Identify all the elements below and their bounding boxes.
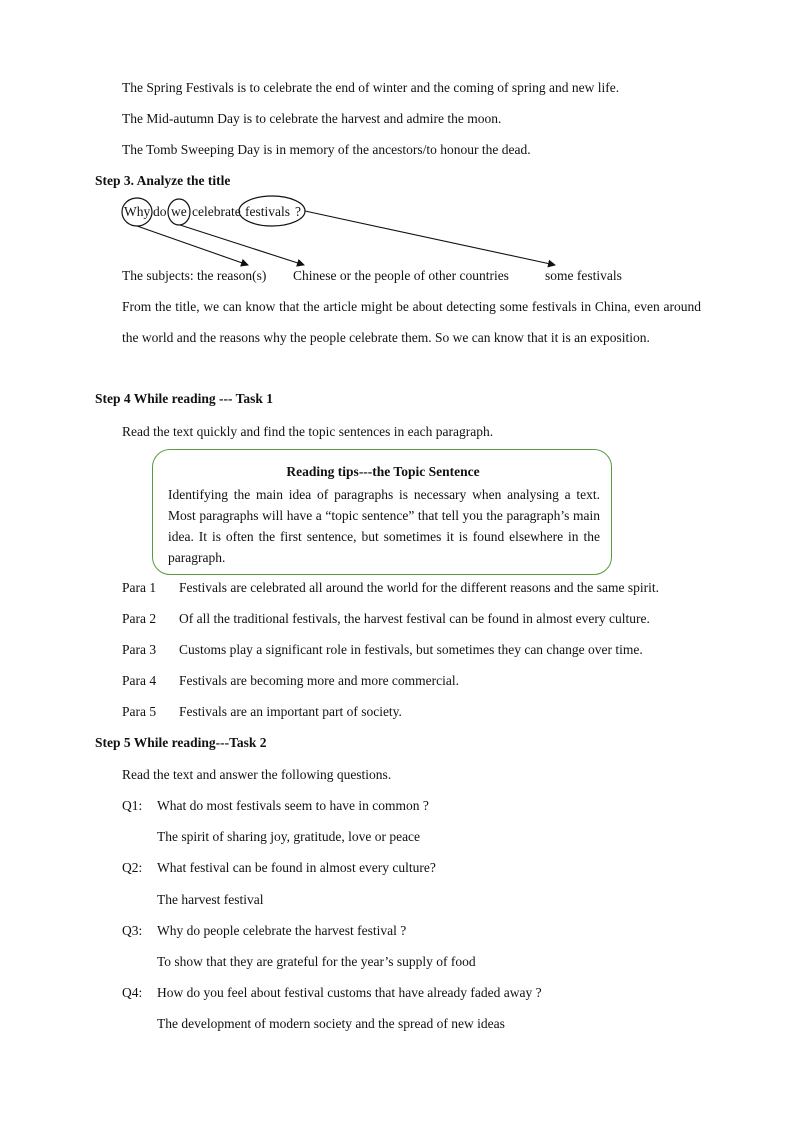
- title-word-do: do: [153, 204, 167, 219]
- circle-festivals: [239, 196, 305, 226]
- question-text: What do most festivals seem to have in common ?: [157, 798, 429, 813]
- subject-festivals: some festivals: [545, 268, 622, 283]
- answer-text: The harvest festival: [157, 892, 264, 907]
- title-word-festivals: festivals: [245, 204, 290, 219]
- question-text: Why do people celebrate the harvest festival ?: [157, 923, 407, 938]
- arrow-festivals-to-some-festivals: [305, 211, 555, 265]
- step5-instruction: Read the text and answer the following questions.: [122, 767, 392, 782]
- para-label: Para 2: [122, 611, 157, 626]
- step4-instruction: Read the text quickly and find the topic sentences in each paragraph.: [122, 424, 494, 439]
- title-word-celebrate: celebrate: [192, 204, 241, 219]
- title-word-why: Why: [124, 204, 151, 219]
- para-topic-sentence: Festivals are celebrated all around the world for the different reasons and the same spirit.: [179, 580, 659, 595]
- para-topic-sentence: Festivals are becoming more and more commercial.: [179, 673, 460, 688]
- para-label: Para 4: [122, 673, 157, 688]
- circle-why: [122, 198, 152, 226]
- step4-heading: Step 4 While reading --- Task 1: [95, 391, 274, 406]
- subjects-label: The subjects: the reason(s): [122, 268, 267, 283]
- question-label: Q4:: [122, 985, 143, 1000]
- answer-text: The development of modern society and the spread of new ideas: [157, 1016, 505, 1031]
- question-text: How do you feel about festival customs that have already faded away ?: [157, 985, 542, 1000]
- para-topic-sentence: Customs play a significant role in festivals, but sometimes they can change over time.: [179, 642, 643, 657]
- reading-tips-box: [152, 449, 612, 575]
- question-label: Q1:: [122, 798, 143, 813]
- intro-line-spring: The Spring Festivals is to celebrate the end of winter and the coming of spring and new life.: [122, 80, 620, 95]
- arrow-why-to-reasons: [137, 226, 248, 265]
- reading-tips-body: Identifying the main idea of paragraphs is necessary when analysing a text. Most paragraphs will have a “topic sentence” that tell you the paragraph’s main idea. It is often the first sentence, but sometimes it is found elsewhere in the paragraph.: [168, 487, 600, 565]
- title-word-we: we: [171, 204, 187, 219]
- step5-heading: Step 5 While reading---Task 2: [95, 735, 267, 750]
- para-topic-sentence: Of all the traditional festivals, the harvest festival can be found in almost every culture.: [179, 611, 650, 626]
- arrow-we-to-people: [180, 225, 304, 265]
- para-topic-sentence: Festivals are an important part of society.: [179, 704, 402, 719]
- para-label: Para 3: [122, 642, 157, 657]
- question-label: Q2:: [122, 860, 143, 875]
- circle-we: [168, 199, 190, 225]
- question-label: Q3:: [122, 923, 143, 938]
- reading-tips-title: Reading tips---the Topic Sentence: [286, 464, 480, 479]
- subject-people: Chinese or the people of other countries: [293, 268, 509, 283]
- title-word-question-mark: ?: [295, 204, 301, 219]
- step3-heading: Step 3. Analyze the title: [95, 173, 231, 188]
- intro-line-mid-autumn: The Mid-autumn Day is to celebrate the harvest and admire the moon.: [122, 111, 502, 126]
- intro-line-tomb-sweeping: The Tomb Sweeping Day is in memory of the ancestors/to honour the dead.: [122, 142, 531, 157]
- answer-text: To show that they are grateful for the year’s supply of food: [157, 954, 476, 969]
- question-text: What festival can be found in almost every culture?: [157, 860, 436, 875]
- answer-text: The spirit of sharing joy, gratitude, love or peace: [157, 829, 421, 844]
- title-analysis-diagram: [0, 0, 793, 300]
- title-analysis-paragraph: From the title, we can know that the article might be about detecting some festivals in China, even around the world and the reasons why the people celebrate them. So we can know that it is an exposition.: [122, 299, 701, 345]
- para-label: Para 5: [122, 704, 157, 719]
- para-label: Para 1: [122, 580, 157, 595]
